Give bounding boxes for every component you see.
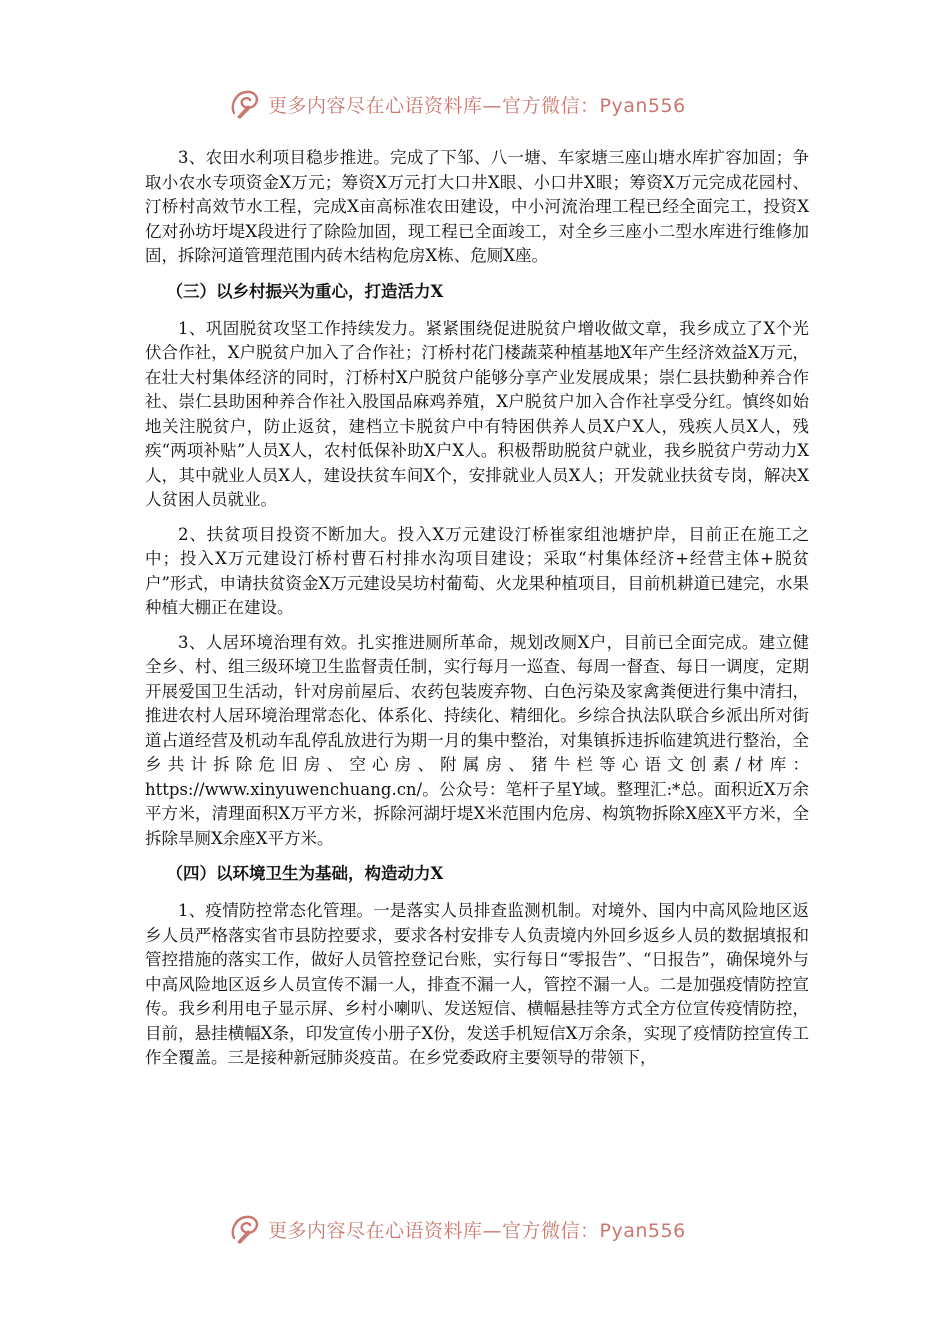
paragraph: 3、农田水利项目稳步推进。完成了下邹、八一塘、车家塘三座山塘水库扩容加固；争取小农水专项资金X万元；筹资X万元打大口井X眼、小口井X眼；筹资X万元完成花园村、汀桥村高效节水工程，完成X亩高标准农田建设，中小河流治理工程已经全面完工，投资X亿对孙坊圩堤X段进行了除险加固，现工程已全面竣工，对全乡三座小二型水库进行维修加固，拆除河道管理范围内砖木结构危房X栋、危厕X座。	[145, 148, 809, 265]
header-banner	[228, 82, 728, 126]
paragraph: 1、疫情防控常态化管理。一是落实人员排查监测机制。对境外、国内中高风险地区返乡人员严格落实省市县防控要求，要求各村安排专人负责境内外回乡返乡人员的数据填报和管控措施的落实工作，做好人员管控登记台账，实行每日“零报告”、“日报告”，确保境外与中高风险地区返乡人员宣传不漏一人，排查不漏一人，管控不漏一人。二是加强疫情防控宣传。我乡利用电子显示屏、乡村小喇叭、发送短信、横幅悬挂等方式全方位宣传疫情防控，目前，悬挂横幅X条，印发宣传小册子X份，发送手机短信X万余条，实现了疫情防控宣传工作全覆盖。三是接种新冠肺炎疫苗。在乡党委政府主要领导的带领下，	[145, 901, 809, 1067]
section-heading: （三）以乡村振兴为重心，打造活力X	[166, 281, 444, 301]
section-heading: （四）以环境卫生为基础，构造动力X	[166, 864, 444, 883]
banner-text: 更多内容尽在心语资料库—官方微信：Pyan556	[268, 1219, 686, 1242]
document-body	[145, 146, 809, 1081]
paragraph: 2、扶贫项目投资不断加大。投入X万元建设汀桥崔家组池塘护岸，目前正在施工之中；投入X万元建设汀桥村曹石村排水沟项目建设；采取“村集体经济+经营主体+脱贫户”形式，申请扶贫资金X万元建设吴坊村葡萄、火龙果种植项目，目前机耕道已建完，水果种植大棚正在建设。	[145, 524, 809, 617]
paragraph: 1、巩固脱贫攻坚工作持续发力。紧紧围绕促进脱贫户增收做文章，我乡成立了X个光伏合作社，X户脱贫户加入了合作社；汀桥村花门楼蔬菜种植基地X年产生经济效益X万元，在壮大村集体经济的同时，汀桥村X户脱贫户能够分享产业发展成果；崇仁县扶勤种养合作社、崇仁县助困种养合作社入股国品麻鸡养殖，X户脱贫户加入合作社享受分红。慎终如始地关注脱贫户，防止返贫，建档立卡脱贫户中有特困供养人员X户X人，残疾人员X人，残疾“两项补贴”人员X人，农村低保补助X户X人。积极帮助脱贫户就业，我乡脱贫户劳动力X人，其中就业人员X人，建设扶贫车间X个，安排就业人员X人；开发就业扶贫专岗，解决X人贫困人员就业。	[145, 318, 809, 509]
banner-text: 更多内容尽在心语资料库—官方微信：Pyan556	[268, 94, 686, 117]
pen-swirl-logo-icon	[228, 1212, 262, 1246]
pen-swirl-logo-icon	[228, 87, 262, 121]
paragraph: 3、人居环境治理有效。扎实推进厕所革命，规划改厕X户，目前已全面完成。建立健全乡、村、组三级环境卫生监督责任制，实行每月一巡查、每周一督查、每日一调度，定期开展爱国卫生活动，针对房前屋后、农药包装废弃物、白色污染及家禽粪便进行集中清扫，推进农村人居环境治理常态化、体系化、持续化、精细化。乡综合执法队联合乡派出所对街道占道经营及机动车乱停乱放进行为期一月的集中整治，对集镇拆违拆临建筑进行整治，全乡共计拆除危旧房、空心房、附属房、猪牛栏等心语文创素/材库：https://www.xinyuwenchuang.cn/。公众号：笔杆子星Y域。整理汇:*总。面积近X万余平方米，清理面积X万平方米，拆除河湖圩堤X米范围内危房、构筑物拆除X座X平方米，全拆除旱厕X余座X平方米。	[145, 632, 809, 848]
footer-banner	[228, 1207, 728, 1251]
